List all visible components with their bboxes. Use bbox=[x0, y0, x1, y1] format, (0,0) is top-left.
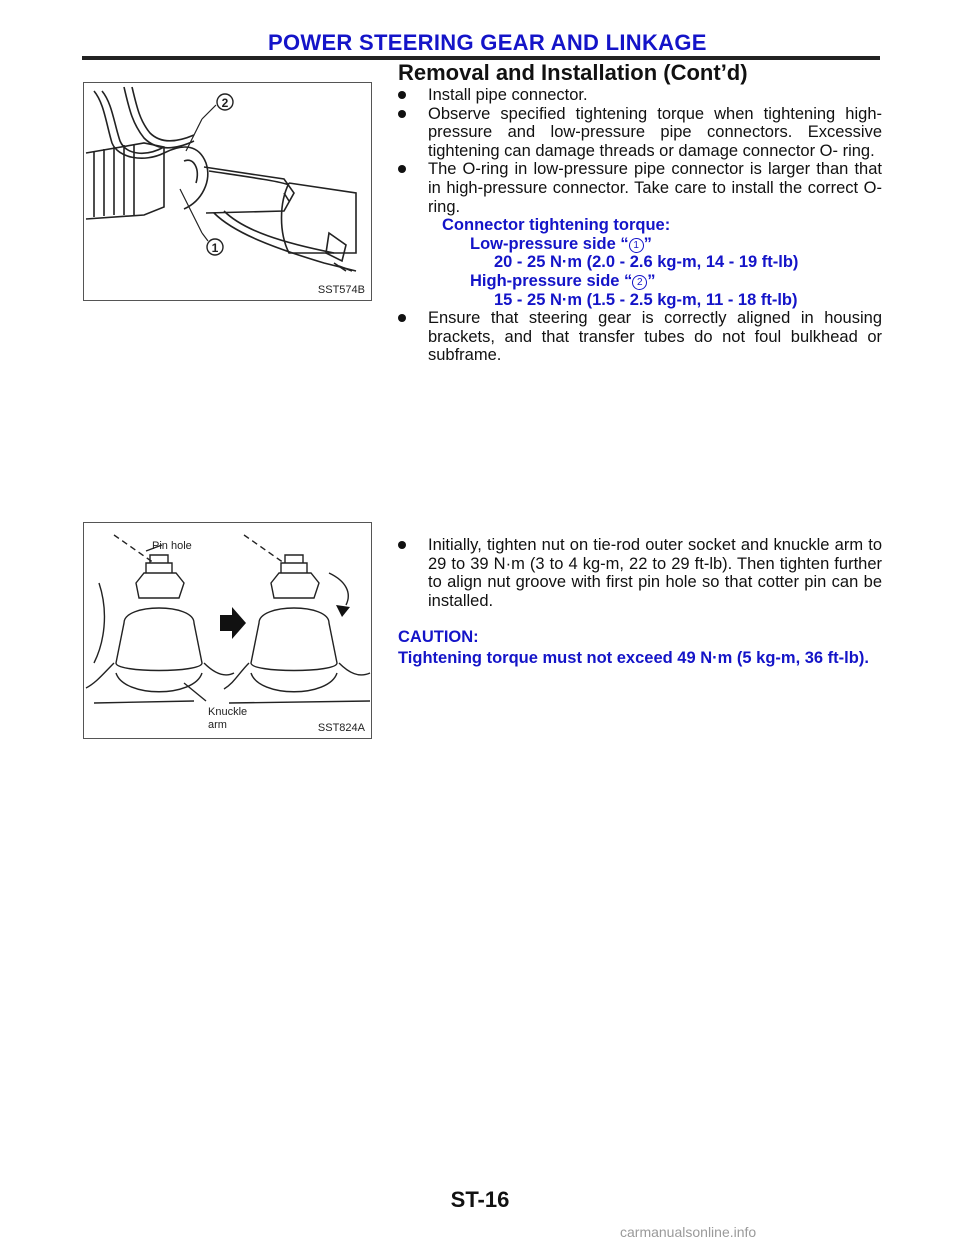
bullet-text: Initially, tighten nut on tie-rod outer socket and knuckle arm to 29 to 39 N·m (3 to 4 kg-m, 22 to 29 ft-lb). Then tighten further to align nut groove with first pin hole so that cotter pin can be installed. bbox=[428, 536, 882, 610]
spec-high-value: 15 - 25 N·m (1.5 - 2.5 kg-m, 11 - 18 ft-lb) bbox=[494, 290, 798, 309]
bullet-item bbox=[398, 86, 882, 105]
bullet-text: Observe specified tightening torque when tightening high-pressure and low-pressure pipe connectors. Excessive tightening can damage threads or damage connector O- ring. bbox=[428, 104, 882, 160]
callout-2-icon: 2 bbox=[632, 275, 647, 290]
bullet-text: Ensure that steering gear is correctly aligned in housing brackets, and that transfer tubes do not foul bulkhead or subframe. bbox=[428, 309, 882, 365]
spec-low-label-close: ” bbox=[643, 234, 652, 253]
spec-low-value: 20 - 25 N·m (2.0 - 2.6 kg-m, 14 - 19 ft-lb) bbox=[494, 253, 799, 272]
instructions-pipe-connector bbox=[398, 86, 882, 365]
bullet-icon bbox=[398, 165, 406, 173]
figure-tie-rod-socket bbox=[83, 522, 372, 739]
instructions-tie-rod bbox=[398, 536, 882, 668]
spec-low-label bbox=[398, 235, 882, 254]
bullet-icon bbox=[398, 541, 406, 549]
spec-high-label-text: High-pressure side “ bbox=[470, 271, 633, 290]
bullet-icon bbox=[398, 314, 406, 322]
pin-hole-label: Pin hole bbox=[152, 540, 192, 552]
caution-text: Tightening torque must not exceed 49 N·m (5 kg-m, 36 ft-lb). bbox=[398, 648, 869, 667]
arm-label: arm bbox=[208, 719, 227, 731]
bullet-item bbox=[398, 309, 882, 365]
bullet-item bbox=[398, 160, 882, 216]
caution-heading: CAUTION: bbox=[398, 628, 479, 647]
bullet-icon bbox=[398, 110, 406, 118]
figure-code: SST574B bbox=[317, 284, 365, 296]
arrow-right-icon bbox=[220, 607, 246, 639]
callout-1-icon: 1 bbox=[629, 238, 644, 253]
callout-2 bbox=[217, 94, 233, 110]
figure-pipe-connector bbox=[83, 82, 372, 301]
page-number: ST-16 bbox=[450, 1187, 510, 1212]
pipe-connector-illustration bbox=[84, 83, 371, 300]
callout-1 bbox=[207, 239, 223, 255]
bullet-icon bbox=[398, 91, 406, 99]
figure-code: SST824A bbox=[317, 722, 365, 734]
spec-high-label bbox=[398, 272, 882, 291]
tie-rod-socket-illustration bbox=[84, 523, 371, 738]
bullet-text: The O-ring in low-pressure pipe connector is larger than that in high-pressure connector. Take care to install the correct O-ring. bbox=[428, 160, 882, 216]
spec-low-label-text: Low-pressure side “ bbox=[470, 234, 629, 253]
knuckle-label: Knuckle bbox=[208, 706, 248, 718]
spec-high-label-close: ” bbox=[647, 271, 656, 290]
section-title: Removal and Installation (Cont’d) bbox=[398, 60, 748, 85]
header-title: POWER STEERING GEAR AND LINKAGE bbox=[268, 30, 707, 55]
bullet-item bbox=[398, 105, 882, 161]
bullet-item bbox=[398, 536, 882, 610]
callout-2-label: 2 bbox=[221, 96, 229, 110]
watermark: carmanualsonline.info bbox=[620, 1224, 757, 1240]
callout-1-label: 1 bbox=[211, 241, 219, 255]
spec-heading: Connector tightening torque: bbox=[442, 216, 671, 235]
bullet-text: Install pipe connector. bbox=[428, 86, 588, 104]
